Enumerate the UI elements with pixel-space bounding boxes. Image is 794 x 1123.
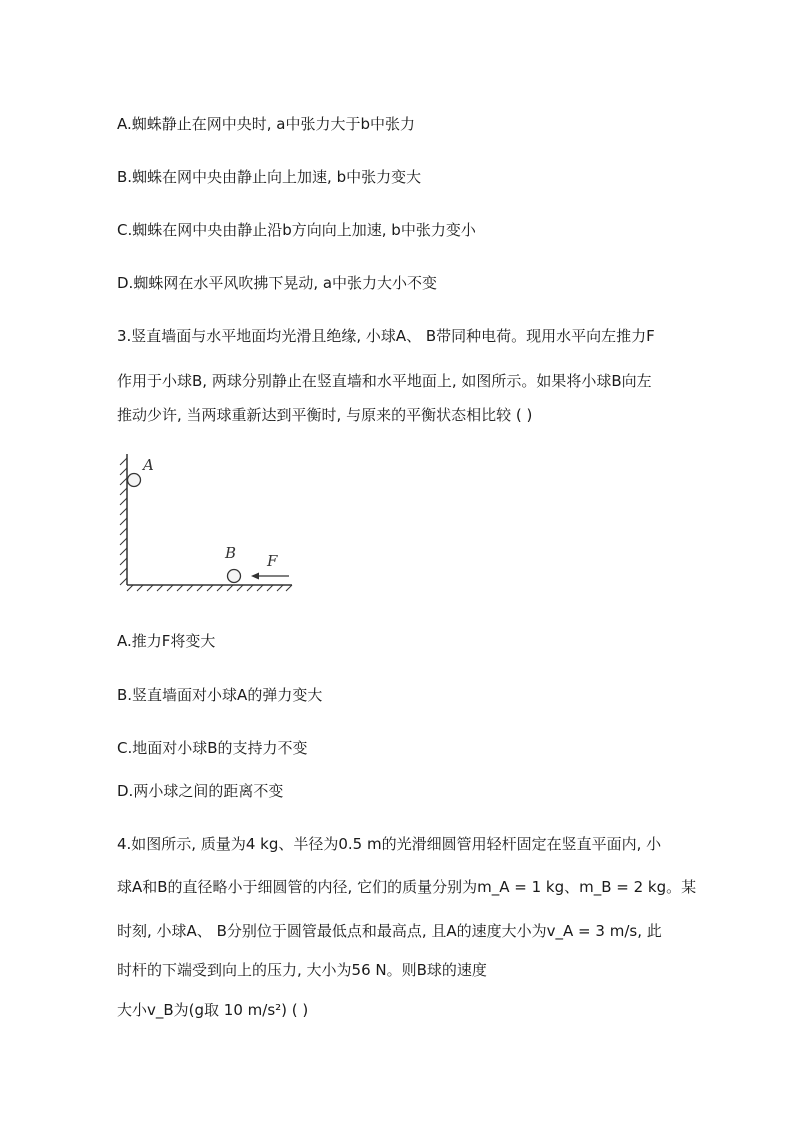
label-a: A: [143, 456, 154, 474]
q4-line-3: 时刻, 小球A、 B分别位于圆管最低点和最高点, 且A的速度大小为v_A = 3 m/s, 此: [117, 922, 662, 940]
q2-option-d: D.蜘蛛网在水平风吹拂下晃动, a中张力大小不变: [117, 274, 438, 292]
label-b: B: [225, 544, 237, 562]
q3-stem-line-3: 推动少许, 当两球重新达到平衡时, 与原来的平衡状态相比较 ( ): [117, 406, 533, 424]
ball-a: [128, 474, 141, 487]
q2-option-b: B.蜘蛛在网中央由静止向上加速, b中张力变大: [117, 168, 422, 186]
q3-figure: [117, 450, 307, 595]
q3-option-a: A.推力F将变大: [117, 632, 216, 650]
q4-line-4: 时杆的下端受到向上的压力, 大小为56 N。则B球的速度: [117, 961, 487, 979]
q3-stem-line-1: 3.竖直墙面与水平地面均光滑且绝缘, 小球A、 B带同种电荷。现用水平向左推力F: [117, 327, 655, 345]
label-f: F: [267, 552, 278, 570]
q3-option-b: B.竖直墙面对小球A的弹力变大: [117, 686, 323, 704]
q4-line-2: 球A和B的直径略小于细圆管的内径, 它们的质量分别为m_A = 1 kg、m_B = 2 kg。某: [117, 878, 697, 896]
floor-hatching: [127, 585, 292, 591]
force-arrow-head: [251, 573, 259, 580]
wall-hatching: [120, 458, 127, 585]
q3-option-d: D.两小球之间的距离不变: [117, 782, 284, 800]
ball-b: [228, 570, 241, 583]
q3-option-c: C.地面对小球B的支持力不变: [117, 739, 308, 757]
q4-line-1: 4.如图所示, 质量为4 kg、半径为0.5 m的光滑细圆管用轻杆固定在竖直平面内, 小: [117, 835, 662, 853]
q4-line-5: 大小v_B为(g取 10 m/s²) ( ): [117, 1001, 309, 1019]
q3-stem-line-2: 作用于小球B, 两球分别静止在竖直墙和水平地面上, 如图所示。如果将小球B向左: [117, 372, 652, 390]
q2-option-a: A.蜘蛛静止在网中央时, a中张力大于b中张力: [117, 115, 416, 133]
q2-option-c: C.蜘蛛在网中央由静止沿b方向向上加速, b中张力变小: [117, 221, 476, 239]
